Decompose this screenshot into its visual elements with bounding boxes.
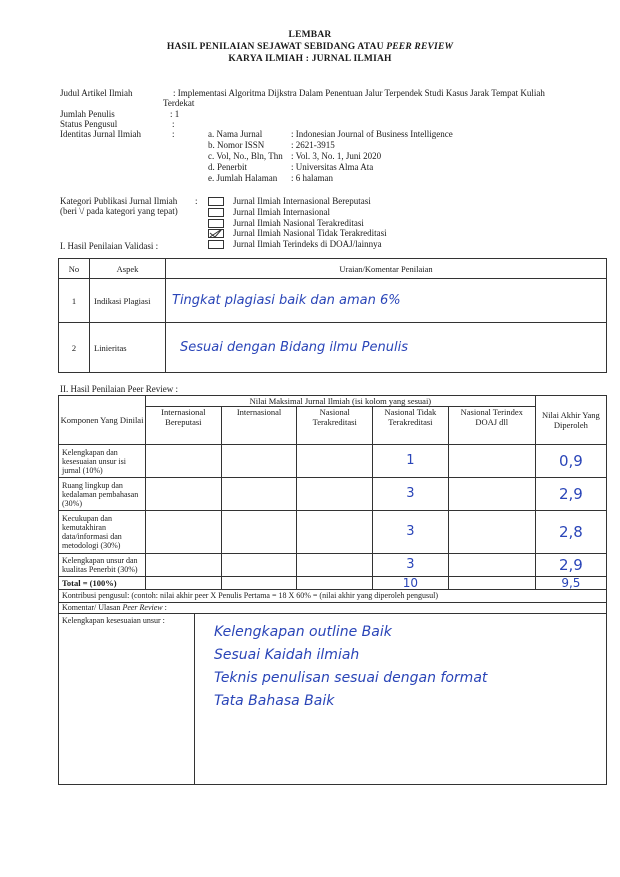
komentar-label-text: Komentar/ Ulasan	[62, 603, 123, 612]
validasi-header-komentar: Uraian/Komentar Penilaian	[166, 259, 607, 279]
table-row	[59, 478, 607, 511]
nilai-max-header: Nilai Maksimal Jurnal Ilmiah (isi kolom yang sesuai)	[146, 396, 536, 407]
subheader-doaj: Nasional Terindex DOAJ dll	[448, 407, 535, 445]
komponen-cell: Kelengkapan dan kesesuaian unsur isi jurnal (10%)	[59, 445, 146, 478]
checkbox-internasional[interactable]	[208, 208, 224, 217]
total-label: Total = (100%)	[59, 577, 146, 590]
table-row	[59, 279, 607, 323]
checkbox-nasional-tidak-terakreditasi[interactable]	[208, 229, 224, 238]
subheader-nasional-terakreditasi: Nasional Terakreditasi	[297, 407, 373, 445]
table-row	[59, 323, 607, 373]
validasi-komentar: Sesuai dengan Bidang ilmu Penulis	[180, 339, 408, 355]
kategori-option-5: Jurnal Ilmiah Terindeks di DOAJ/lainnya	[233, 239, 382, 249]
nilai-max-cell: 3	[373, 554, 449, 577]
field-value-vol: : Vol. 3, No. 1, Juni 2020	[291, 151, 382, 161]
table-row-total	[59, 577, 607, 590]
field-value-nama-jurnal: : Indonesian Journal of Business Intelligence	[291, 129, 453, 139]
judul-value-cont: Terdekat	[163, 98, 195, 108]
total-akhir: 9,5	[535, 577, 606, 590]
total-max: 10	[373, 577, 449, 590]
nilai-max-cell: 3	[373, 478, 449, 511]
judul-value: : Implementasi Algoritma Dijkstra Dalam Penentuan Jalur Terpendek Studi Kasus Jarak Tempat Kuliah	[173, 88, 545, 98]
kategori-option-3: Jurnal Ilmiah Nasional Terakreditasi	[233, 218, 364, 228]
field-value-penerbit: : Universitas Alma Ata	[291, 162, 374, 172]
komentar-line: Tata Bahasa Baik	[214, 693, 335, 709]
nilai-max-cell: 3	[373, 511, 449, 554]
kategori-option-2: Jurnal Ilmiah Internasional	[233, 207, 330, 217]
field-label-issn: b. Nomor ISSN	[208, 140, 265, 150]
doc-subtitle: KARYA ILMIAH : JURNAL ILMIAH	[228, 54, 392, 64]
validasi-no: 1	[59, 279, 90, 323]
komentar-box	[59, 614, 607, 785]
identitas-label: Identitas Jurnal Ilmiah	[60, 129, 141, 139]
komentar-subheading: Kelengkapan kesesuaian unsur :	[62, 616, 165, 625]
validasi-table	[58, 258, 607, 373]
komponen-cell: Ruang lingkup dan kedalaman pembahasan (30%)	[59, 478, 146, 511]
judul-label: Judul Artikel Ilmiah	[60, 88, 133, 98]
komponen-cell: Kecukupan dan kemutakhiran data/informasi dan metodologi (30%)	[59, 511, 146, 554]
jumlah-penulis-label: Jumlah Penulis	[60, 109, 115, 119]
jumlah-penulis-value: : 1	[170, 109, 180, 119]
subheader-internasional: Internasional	[221, 407, 297, 445]
kategori-option-1: Jurnal Ilmiah Internasional Bereputasi	[233, 196, 371, 206]
field-value-issn: : 2621-3915	[291, 140, 335, 150]
validasi-no: 2	[59, 323, 90, 373]
validasi-aspek: Linieritas	[90, 323, 166, 373]
section1-title: I. Hasil Penilaian Validasi :	[60, 241, 159, 251]
kategori-hint: (beri \/ pada kategori yang tepat)	[60, 206, 178, 216]
status-pengusul-label: Status Pengusul	[60, 119, 118, 129]
doc-title-italic: PEER REVIEW	[386, 42, 454, 52]
field-label-nama-jurnal: a. Nama Jurnal	[208, 129, 263, 139]
field-label-halaman: e. Jumlah Halaman	[208, 173, 278, 183]
validasi-aspek: Indikasi Plagiasi	[90, 279, 166, 323]
subheader-internasional-bereputasi: Internasional Bereputasi	[146, 407, 222, 445]
field-label-vol: c. Vol, No., Bln, Thn	[208, 151, 283, 161]
nilai-akhir-cell: 2,8	[535, 511, 606, 554]
table-row	[59, 511, 607, 554]
field-value-halaman: : 6 halaman	[291, 173, 333, 183]
kontribusi-text: Kontribusi pengusul: (contoh: nilai akhir peer X Penulis Pertama = 18 X 60% = (nilai akhir yang diperoleh pengusul)	[59, 590, 607, 603]
checkbox-nasional-terakreditasi[interactable]	[208, 219, 224, 228]
identitas-colon: :	[172, 129, 175, 139]
komponen-header: Komponen Yang Dinilai	[59, 396, 146, 445]
komponen-cell: Kelengkapan unsur dan kualitas Penerbit (30%)	[59, 554, 146, 577]
validasi-header-aspek: Aspek	[90, 259, 166, 279]
check-mark-icon	[209, 229, 223, 238]
doc-title-lembar: LEMBAR	[288, 30, 332, 40]
komentar-divider	[194, 614, 195, 784]
komentar-label	[59, 603, 607, 614]
validasi-header-no: No	[59, 259, 90, 279]
peer-review-table	[58, 395, 607, 785]
komentar-label-italic: Peer Review	[122, 603, 163, 612]
checkbox-doaj[interactable]	[208, 240, 224, 249]
nilai-akhir-header: Nilai Akhir Yang Diperoleh	[535, 396, 606, 445]
komentar-line: Teknis penulisan sesuai dengan format	[214, 670, 488, 686]
checkbox-internasional-bereputasi[interactable]	[208, 197, 224, 206]
doc-title-text: HASIL PENILAIAN SEJAWAT SEBIDANG ATAU	[166, 42, 387, 52]
doc-title	[0, 42, 620, 52]
komentar-line: Kelengkapan outline Baik	[214, 624, 392, 640]
nilai-akhir-cell: 2,9	[535, 478, 606, 511]
field-label-penerbit: d. Penerbit	[208, 162, 247, 172]
kategori-option-4: Jurnal Ilmiah Nasional Tidak Terakreditasi	[233, 228, 387, 238]
kategori-colon: :	[195, 196, 198, 206]
status-pengusul-value: :	[172, 119, 175, 129]
subheader-nasional-tidak-terakreditasi: Nasional Tidak Terakreditasi	[373, 407, 449, 445]
kategori-label: Kategori Publikasi Jurnal Ilmiah	[60, 196, 178, 206]
komentar-line: Sesuai Kaidah ilmiah	[214, 647, 360, 663]
table-row	[59, 445, 607, 478]
validasi-komentar: Tingkat plagiasi baik dan aman 6%	[172, 292, 401, 308]
section2-title: II. Hasil Penilaian Peer Review :	[60, 384, 178, 394]
nilai-akhir-cell: 2,9	[535, 554, 606, 577]
table-row	[59, 554, 607, 577]
nilai-akhir-cell: 0,9	[535, 445, 606, 478]
komentar-label-colon: :	[162, 603, 167, 612]
nilai-max-cell: 1	[373, 445, 449, 478]
